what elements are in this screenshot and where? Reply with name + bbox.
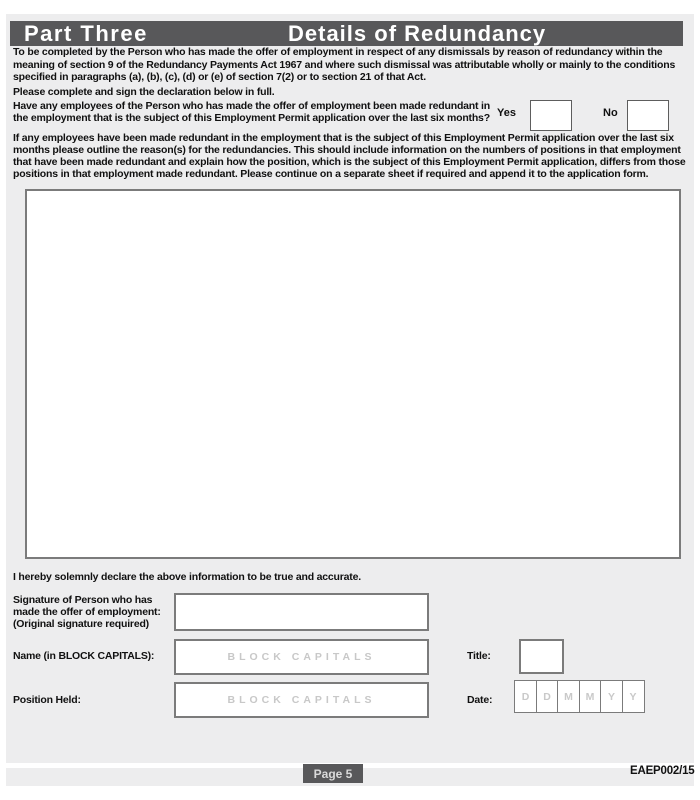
instruction-line: Please complete and sign the declaration below in full. bbox=[13, 86, 275, 98]
signature-label-note: (Original signature required) bbox=[13, 618, 149, 631]
section-part-label: Part Three bbox=[24, 21, 148, 46]
yes-label: Yes bbox=[497, 107, 516, 119]
signature-label bbox=[13, 594, 175, 631]
yes-checkbox[interactable] bbox=[530, 100, 572, 131]
date-label: Date: bbox=[467, 694, 493, 706]
date-cell-year1[interactable]: Y bbox=[600, 680, 623, 713]
redundancy-details-textarea[interactable] bbox=[25, 189, 681, 559]
intro-paragraph: To be completed by the Person who has made the offer of employment in respect of any dismissals by reason of redundancy within the meaning of section 9 of the Redundancy Payments Act 1967 and where such dismissal was attributable wholly or mainly to the conditions specified in paragraphs (a), (b), (c), (d) or (e) of section 7(2) or to section 21 of that Act. bbox=[13, 46, 676, 84]
name-input[interactable]: BLOCK CAPITALS bbox=[174, 639, 429, 675]
date-input-group bbox=[514, 680, 645, 713]
date-cell-month2[interactable]: M bbox=[579, 680, 602, 713]
date-cell-month1[interactable]: M bbox=[557, 680, 580, 713]
section-title: Details of Redundancy bbox=[288, 21, 547, 46]
date-cell-day2[interactable]: D bbox=[536, 680, 559, 713]
name-label: Name (in BLOCK CAPITALS): bbox=[13, 650, 155, 662]
redundancy-details-prompt: If any employees have been made redundant in the employment that is the subject of this Employment Permit application over the last six months please outline the reason(s) for the redundancies. This should include information on the numbers of positions in that employment that have been made redundant and explain how the position, which is the subject of this Employment Permit application, differs from those positions in that employment made redundant. Please continue on a separate sheet if required and append it to the application form. bbox=[13, 132, 686, 180]
page-number-badge: Page 5 bbox=[303, 764, 363, 783]
signature-label-text: Signature of Person who has made the offer of employment: bbox=[13, 594, 161, 619]
form-code: EAEP002/15 bbox=[630, 765, 695, 777]
position-input[interactable]: BLOCK CAPITALS bbox=[174, 682, 429, 718]
date-cell-day1[interactable]: D bbox=[514, 680, 537, 713]
section-header-bar bbox=[10, 21, 683, 46]
signature-input[interactable] bbox=[174, 593, 429, 631]
no-label: No bbox=[603, 107, 618, 119]
date-cell-year2[interactable]: Y bbox=[622, 680, 645, 713]
position-label: Position Held: bbox=[13, 694, 81, 706]
title-input[interactable] bbox=[519, 639, 564, 674]
declaration-statement: I hereby solemnly declare the above information to be true and accurate. bbox=[13, 571, 361, 583]
title-label: Title: bbox=[467, 650, 491, 662]
redundancy-question: Have any employees of the Person who has made the offer of employment been made redundant in the employment that is the subject of this Employment Permit application over the last six months? bbox=[13, 100, 490, 125]
no-checkbox[interactable] bbox=[627, 100, 669, 131]
